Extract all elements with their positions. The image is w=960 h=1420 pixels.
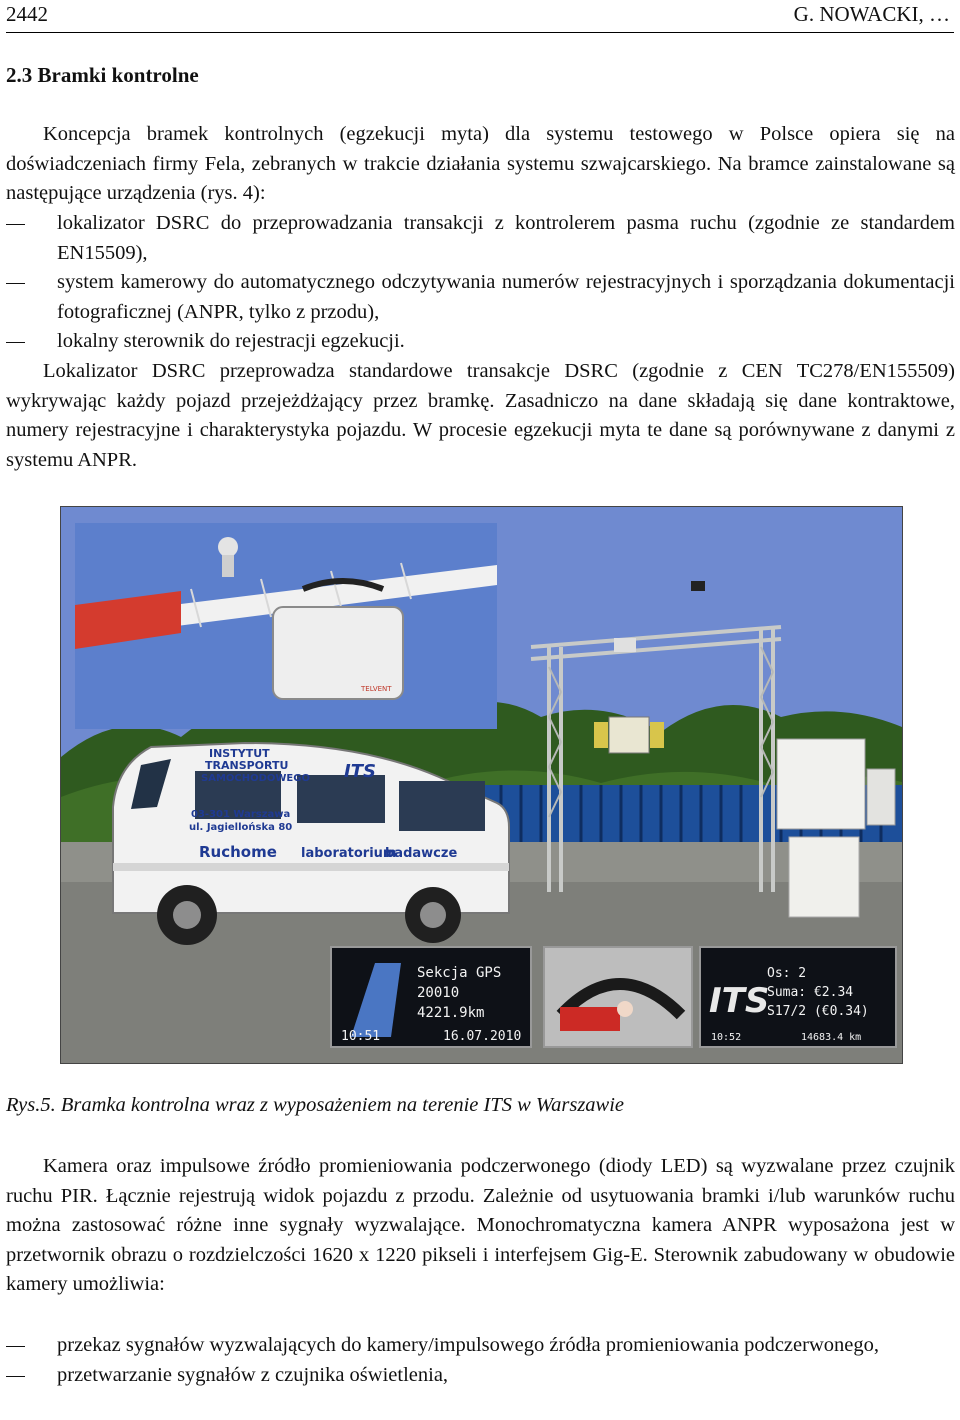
header-rule (6, 32, 954, 33)
body-paragraph: Kamera oraz impulsowe źródło promieniowania podczerwonego (diody LED) są wyzwalane przez czujnik ruchu PIR. Łącznie rejestrują widok pojazdu z przodu. Zależnie od usytuowania bramki i/lub warunków ruchu można zastosować różne inne sygnały wyzwalające. Monochromatyczna kamera ANPR wyposażona jest w przetwornik obrazu o rozdzielczości 1620 x 1220 pikseli i interfejsem Gig-E. Sterownik zabudowany w obudowie kamery umożliwia: (6, 1155, 955, 1295)
list-item: system kamerowy do automatycznego odczytywania numerów rejestracyjnych i sporządzania dokumentacji fotograficznej (ANPR, tylko z przodu), (6, 268, 955, 327)
obu3-logo: ITS (709, 981, 770, 1021)
figure-caption: Rys.5. Bramka kontrolna wraz z wyposażeniem na terenie ITS w Warszawie (6, 1094, 625, 1116)
obu1-line2: 20010 (417, 985, 460, 1001)
toll-gate-photo (61, 507, 902, 1063)
van-label-3: SAMOCHODOWEGO (201, 773, 310, 784)
intro-text (6, 120, 955, 209)
van-address-2: ul. Jagiellońska 80 (189, 822, 293, 833)
list-item: lokalizator DSRC do przeprowadzania transakcji z kontrolerem pasma ruchu (zgodnie ze standardem EN15509), (6, 209, 955, 268)
list-item: lokalny sterownik do rejestracji egzekucji. (6, 327, 955, 357)
van-side-2: laboratorium (301, 846, 397, 861)
van-address-1: 03-301 Warszawa (191, 809, 291, 820)
van-label-1: INSTYTUT (209, 747, 270, 760)
van-label-2: TRANSPORTU (205, 759, 289, 772)
van-side-1: Ruchome (199, 843, 277, 861)
telvent-label: TELVENT (361, 685, 392, 693)
obu3-line3: S17/2 (€0.34) (767, 1004, 869, 1019)
van-logo: ITS (344, 761, 376, 782)
obu1-date: 16.07.2010 (443, 1029, 522, 1044)
obu3-line1: Os: 2 (767, 966, 807, 981)
obu3-km: 14683.4 km (801, 1032, 862, 1043)
controller-list (6, 1331, 955, 1390)
body-text (6, 1152, 955, 1300)
list-item: przetwarzanie sygnałów z czujnika oświetlenia, (6, 1361, 955, 1391)
obu3-time: 10:52 (711, 1032, 742, 1043)
page-number: 2442 (6, 2, 48, 26)
equipment-list (6, 209, 955, 357)
dsrc-text (6, 357, 955, 475)
van-side-3: badawcze (385, 846, 458, 861)
running-head-authors: G. NOWACKI, … (793, 2, 950, 26)
intro-paragraph: Koncepcja bramek kontrolnych (egzekucji myta) dla systemu testowego w Polsce opiera się na doświadczeniach firmy Fela, zebranych w trakcie działania systemu szwajcarskiego. Na bramce zainstalowane są następujące urządzenia (rys. 4): (6, 123, 955, 204)
page-header (0, 0, 960, 30)
dsrc-paragraph: Lokalizator DSRC przeprowadza standardowe transakcje DSRC (zgodnie z CEN TC278/EN155509) wykrywając każdy pojazd przejeżdżający przez bramkę. Zasadniczo na dane składają się dane kontraktowe, numery rejestracyjne i charakterystyka pojazdu. W procesie egzekucji myta te dane są porównywane z danymi z systemu ANPR. (6, 360, 955, 471)
obu1-time: 10:51 (341, 1029, 381, 1044)
obu1-line3: 4221.9km (417, 1005, 485, 1021)
list-item: przekaz sygnałów wyzwalających do kamery/impulsowego źródła promieniowania podczerwonego, (6, 1331, 955, 1361)
figure-photo (60, 506, 903, 1064)
section-title: 2.3 Bramki kontrolne (6, 63, 199, 87)
obu1-line1: Sekcja GPS (417, 965, 502, 981)
obu3-line2: Suma: €2.34 (767, 985, 854, 1000)
